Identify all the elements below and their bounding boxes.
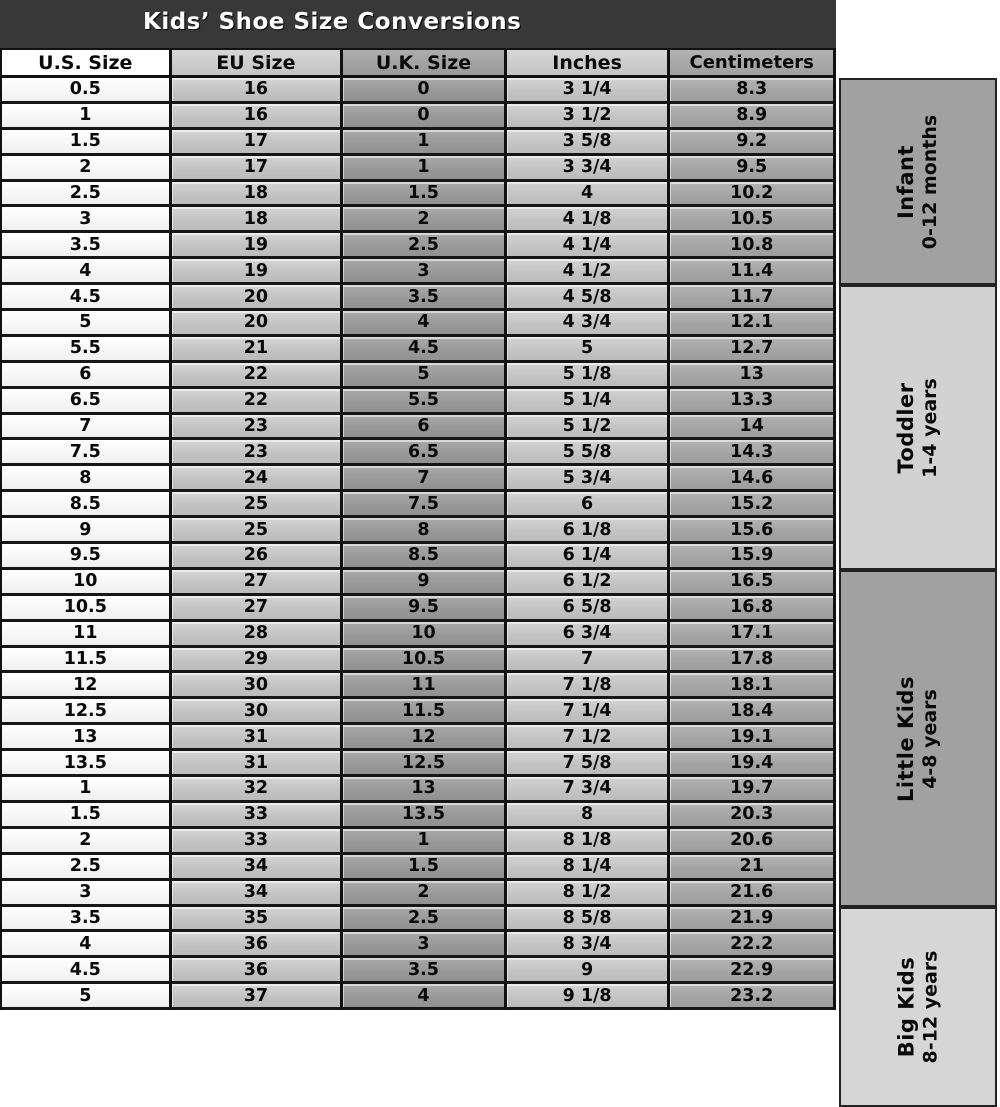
cell-inches: 7 1/4 [507,699,671,725]
chart-title: Kids’ Shoe Size Conversions [143,9,522,35]
cell-inches: 7 5/8 [507,751,671,777]
table-row [0,389,836,415]
cell-uk-size: 3.5 [343,958,507,984]
cell-eu-size: 16 [172,78,344,104]
cell-inches: 4 5/8 [507,285,671,311]
table-row [0,337,836,363]
cell-us-size: 6.5 [2,389,172,415]
age-group-infant [839,78,997,285]
cell-eu-size: 33 [172,803,344,829]
table-row [0,182,836,208]
cell-centimeters: 11.4 [670,259,836,285]
cell-uk-size: 2.5 [343,907,507,933]
table-row [0,285,836,311]
table-row [0,596,836,622]
cell-uk-size: 11 [343,673,507,699]
cell-centimeters: 12.7 [670,337,836,363]
age-group-name: Little Kids [894,675,918,802]
cell-uk-size: 3.5 [343,285,507,311]
cell-eu-size: 17 [172,156,344,182]
cell-inches: 8 [507,803,671,829]
cell-centimeters: 14.6 [670,466,836,492]
cell-inches: 8 5/8 [507,907,671,933]
cell-inches: 7 1/8 [507,673,671,699]
cell-centimeters: 16.8 [670,596,836,622]
cell-uk-size: 5 [343,363,507,389]
cell-us-size: 1.5 [2,803,172,829]
cell-uk-size: 3 [343,259,507,285]
cell-inches: 6 3/4 [507,622,671,648]
cell-inches: 9 [507,958,671,984]
table-row [0,699,836,725]
table-row [0,648,836,674]
cell-us-size: 2 [2,829,172,855]
cell-us-size: 3.5 [2,233,172,259]
cell-inches: 4 1/4 [507,233,671,259]
table-row [0,104,836,130]
cell-eu-size: 16 [172,104,344,130]
table-row [0,544,836,570]
cell-inches: 4 3/4 [507,311,671,337]
cell-inches: 5 [507,337,671,363]
cell-uk-size: 12 [343,725,507,751]
cell-centimeters: 12.1 [670,311,836,337]
table-row [0,466,836,492]
cell-uk-size: 4.5 [343,337,507,363]
column-header-uk-size: U.K. Size [343,48,507,78]
table-row [0,907,836,933]
cell-uk-size: 7 [343,466,507,492]
cell-uk-size: 0 [343,104,507,130]
cell-centimeters: 17.8 [670,648,836,674]
cell-inches: 6 [507,492,671,518]
cell-us-size: 6 [2,363,172,389]
cell-centimeters: 8.9 [670,104,836,130]
cell-us-size: 5.5 [2,337,172,363]
age-group-range: 0-12 months [919,114,942,249]
conversion-table [0,48,836,1010]
table-row [0,855,836,881]
cell-inches: 4 1/2 [507,259,671,285]
cell-uk-size: 1 [343,130,507,156]
cell-centimeters: 15.2 [670,492,836,518]
cell-centimeters: 10.2 [670,182,836,208]
age-group-range: 1-4 years [919,377,942,478]
cell-uk-size: 8.5 [343,544,507,570]
table-row [0,233,836,259]
cell-uk-size: 13 [343,777,507,803]
cell-us-size: 10.5 [2,596,172,622]
age-group-big-kids [839,907,997,1107]
cell-us-size: 9.5 [2,544,172,570]
cell-us-size: 1.5 [2,130,172,156]
table-row [0,156,836,182]
table-row [0,725,836,751]
cell-inches: 4 [507,182,671,208]
cell-us-size: 2.5 [2,182,172,208]
cell-us-size: 7 [2,415,172,441]
cell-centimeters: 17.1 [670,622,836,648]
cell-uk-size: 4 [343,984,507,1010]
cell-eu-size: 31 [172,751,344,777]
cell-eu-size: 36 [172,958,344,984]
cell-centimeters: 14 [670,415,836,441]
cell-us-size: 1 [2,104,172,130]
cell-eu-size: 26 [172,544,344,570]
cell-us-size: 12.5 [2,699,172,725]
age-group-range: 4-8 years [919,688,942,789]
cell-uk-size: 6.5 [343,440,507,466]
table-row [0,259,836,285]
cell-centimeters: 19.7 [670,777,836,803]
column-header-eu-size: EU Size [172,48,344,78]
cell-centimeters: 10.8 [670,233,836,259]
cell-us-size: 11 [2,622,172,648]
cell-uk-size: 2.5 [343,233,507,259]
cell-inches: 5 1/4 [507,389,671,415]
cell-eu-size: 30 [172,673,344,699]
cell-centimeters: 8.3 [670,78,836,104]
cell-uk-size: 5.5 [343,389,507,415]
cell-uk-size: 4 [343,311,507,337]
cell-centimeters: 15.9 [670,544,836,570]
cell-us-size: 1 [2,777,172,803]
cell-eu-size: 28 [172,622,344,648]
cell-eu-size: 37 [172,984,344,1010]
cell-centimeters: 13.3 [670,389,836,415]
cell-eu-size: 19 [172,259,344,285]
cell-eu-size: 22 [172,363,344,389]
cell-centimeters: 10.5 [670,207,836,233]
table-row [0,829,836,855]
cell-uk-size: 1 [343,156,507,182]
cell-centimeters: 18.4 [670,699,836,725]
table-row [0,958,836,984]
cell-uk-size: 2 [343,881,507,907]
age-group-name: Toddler [894,381,919,474]
cell-centimeters: 18.1 [670,673,836,699]
cell-inches: 5 5/8 [507,440,671,466]
cell-centimeters: 21.6 [670,881,836,907]
cell-us-size: 9 [2,518,172,544]
cell-centimeters: 21 [670,855,836,881]
age-group-label [894,951,942,1064]
cell-centimeters: 15.6 [670,518,836,544]
cell-inches: 6 1/4 [507,544,671,570]
cell-inches: 7 [507,648,671,674]
cell-centimeters: 19.1 [670,725,836,751]
cell-inches: 8 1/8 [507,829,671,855]
cell-inches: 3 5/8 [507,130,671,156]
table-row [0,78,836,104]
cell-uk-size: 2 [343,207,507,233]
cell-eu-size: 33 [172,829,344,855]
cell-eu-size: 20 [172,285,344,311]
cell-inches: 5 1/2 [507,415,671,441]
cell-eu-size: 25 [172,518,344,544]
cell-us-size: 4 [2,259,172,285]
cell-inches: 8 3/4 [507,932,671,958]
cell-eu-size: 29 [172,648,344,674]
cell-centimeters: 22.9 [670,958,836,984]
cell-uk-size: 11.5 [343,699,507,725]
cell-centimeters: 23.2 [670,984,836,1010]
cell-eu-size: 24 [172,466,344,492]
table-row [0,673,836,699]
column-header-centimeters: Centimeters [670,48,836,78]
cell-centimeters: 14.3 [670,440,836,466]
table-row [0,363,836,389]
table-row [0,622,836,648]
age-group-label [894,378,942,478]
cell-us-size: 10 [2,570,172,596]
cell-eu-size: 23 [172,415,344,441]
cell-us-size: 7.5 [2,440,172,466]
cell-inches: 5 1/8 [507,363,671,389]
cell-us-size: 4 [2,932,172,958]
cell-us-size: 3 [2,881,172,907]
cell-uk-size: 1 [343,829,507,855]
cell-centimeters: 11.7 [670,285,836,311]
cell-centimeters: 16.5 [670,570,836,596]
cell-centimeters: 13 [670,363,836,389]
cell-uk-size: 3 [343,932,507,958]
cell-uk-size: 1.5 [343,855,507,881]
cell-centimeters: 20.6 [670,829,836,855]
cell-uk-size: 0 [343,78,507,104]
cell-us-size: 4.5 [2,958,172,984]
cell-eu-size: 30 [172,699,344,725]
age-group-label [894,676,942,802]
cell-uk-size: 1.5 [343,182,507,208]
cell-us-size: 5 [2,311,172,337]
table-row [0,570,836,596]
cell-eu-size: 17 [172,130,344,156]
cell-us-size: 2.5 [2,855,172,881]
cell-us-size: 3.5 [2,907,172,933]
cell-uk-size: 10 [343,622,507,648]
age-group-label [894,114,942,248]
cell-uk-size: 12.5 [343,751,507,777]
cell-centimeters: 19.4 [670,751,836,777]
cell-inches: 8 1/4 [507,855,671,881]
cell-uk-size: 8 [343,518,507,544]
cell-centimeters: 22.2 [670,932,836,958]
age-group-name: Big Kids [894,956,919,1058]
cell-us-size: 12 [2,673,172,699]
cell-us-size: 2 [2,156,172,182]
cell-us-size: 13.5 [2,751,172,777]
cell-inches: 4 1/8 [507,207,671,233]
table-row [0,881,836,907]
title-bar [0,0,836,48]
table-row [0,207,836,233]
cell-centimeters: 21.9 [670,907,836,933]
cell-centimeters: 9.2 [670,130,836,156]
cell-eu-size: 27 [172,570,344,596]
table-row [0,803,836,829]
cell-us-size: 8.5 [2,492,172,518]
age-group-little-kids [839,570,997,907]
cell-inches: 6 1/2 [507,570,671,596]
cell-eu-size: 21 [172,337,344,363]
cell-uk-size: 6 [343,415,507,441]
table-body [0,78,836,1010]
cell-inches: 7 1/2 [507,725,671,751]
table-row [0,492,836,518]
cell-eu-size: 31 [172,725,344,751]
column-header-us-size: U.S. Size [2,48,172,78]
cell-eu-size: 22 [172,389,344,415]
cell-uk-size: 13.5 [343,803,507,829]
cell-us-size: 13 [2,725,172,751]
cell-inches: 7 3/4 [507,777,671,803]
cell-inches: 3 1/4 [507,78,671,104]
table-row [0,440,836,466]
cell-us-size: 3 [2,207,172,233]
cell-uk-size: 9 [343,570,507,596]
table-row [0,932,836,958]
cell-centimeters: 9.5 [670,156,836,182]
cell-inches: 3 1/2 [507,104,671,130]
cell-eu-size: 18 [172,182,344,208]
cell-us-size: 0.5 [2,78,172,104]
cell-eu-size: 25 [172,492,344,518]
cell-inches: 6 5/8 [507,596,671,622]
cell-eu-size: 20 [172,311,344,337]
age-group-name: Infant [894,144,919,219]
age-group-toddler [839,285,997,570]
table-row [0,311,836,337]
cell-eu-size: 35 [172,907,344,933]
cell-uk-size: 9.5 [343,596,507,622]
cell-inches: 9 1/8 [507,984,671,1010]
cell-eu-size: 23 [172,440,344,466]
table-row [0,777,836,803]
cell-us-size: 4.5 [2,285,172,311]
cell-us-size: 11.5 [2,648,172,674]
cell-eu-size: 19 [172,233,344,259]
table-header-row [0,48,836,78]
cell-inches: 8 1/2 [507,881,671,907]
table-row [0,130,836,156]
cell-inches: 6 1/8 [507,518,671,544]
cell-us-size: 5 [2,984,172,1010]
cell-centimeters: 20.3 [670,803,836,829]
table-row [0,415,836,441]
cell-inches: 5 3/4 [507,466,671,492]
column-header-inches: Inches [507,48,671,78]
table-row [0,751,836,777]
table-row [0,518,836,544]
cell-eu-size: 34 [172,855,344,881]
cell-inches: 3 3/4 [507,156,671,182]
cell-uk-size: 7.5 [343,492,507,518]
table-row [0,984,836,1010]
cell-eu-size: 27 [172,596,344,622]
cell-eu-size: 34 [172,881,344,907]
age-group-range: 8-12 years [919,950,942,1064]
cell-eu-size: 18 [172,207,344,233]
cell-eu-size: 32 [172,777,344,803]
cell-us-size: 8 [2,466,172,492]
cell-eu-size: 36 [172,932,344,958]
cell-uk-size: 10.5 [343,648,507,674]
